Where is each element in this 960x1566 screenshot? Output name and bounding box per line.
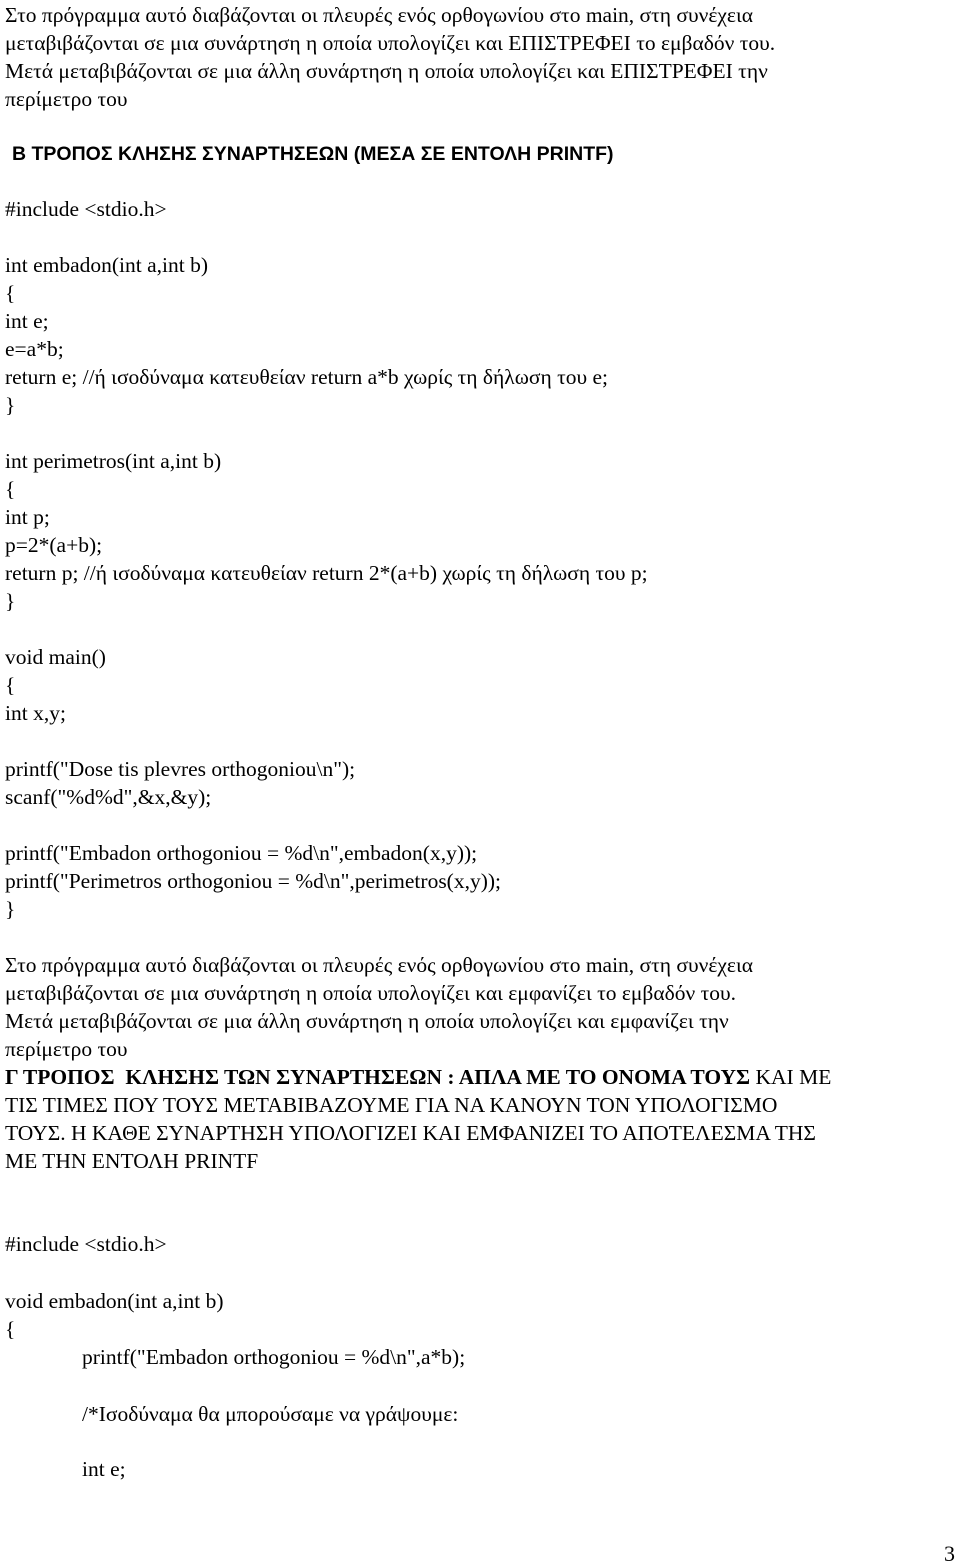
code-line: int p; [5, 505, 50, 529]
code-line: int perimetros(int a,int b) [5, 449, 222, 473]
code-line: printf("Perimetros orthogoniou = %d\n",perimetros(x,y)); [5, 869, 502, 893]
code-line: void main() [5, 645, 106, 669]
code-line: #include <stdio.h> [5, 197, 167, 221]
code-line: } [5, 589, 16, 613]
code-line: { [5, 673, 16, 697]
intro2-line-4: περίμετρο του [5, 1037, 128, 1061]
code-line: int e; [82, 1457, 126, 1481]
intro2-line-1: Στο πρόγραμμα αυτό διαβάζονται οι πλευρές ενός ορθογωνίου στο main, στη συνέχεια [5, 953, 754, 977]
code-line: return p; //ή ισοδύναμα κατευθείαν return 2*(a+b) χωρίς τη δήλωση του p; [5, 561, 648, 585]
code-line: { [5, 1317, 16, 1341]
code-line: printf("Dose tis plevres orthogoniou\n"); [5, 757, 356, 781]
code-line: int embadon(int a,int b) [5, 253, 209, 277]
code-line: e=a*b; [5, 337, 64, 361]
code-line: void embadon(int a,int b) [5, 1289, 224, 1313]
heading-c-rest: ΚΑΙ ΜΕ [750, 1065, 832, 1089]
heading-c-line-1 [5, 1063, 831, 1091]
intro1-line-1: Στο πρόγραμμα αυτό διαβάζονται οι πλευρές ενός ορθογωνίου στο main, στη συνέχεια [5, 3, 754, 27]
code-line: int x,y; [5, 701, 66, 725]
code-line: p=2*(a+b); [5, 533, 103, 557]
heading-c-line-2: ΤΙΣ ΤΙΜΕΣ ΠΟΥ ΤΟΥΣ ΜΕΤΑΒΙΒΑΖΟΥΜΕ ΓΙΑ ΝΑ ΚΑΝΟΥΝ ΤΟΝ ΥΠΟΛΟΓΙΣΜΟ [5, 1093, 778, 1117]
intro2-line-2: μεταβιβάζονται σε μια συνάρτηση η οποία υπολογίζει και εμφανίζει το εμβαδόν του. [5, 981, 737, 1005]
intro2-line-3: Μετά μεταβιβάζονται σε μια άλλη συνάρτηση η οποία υπολογίζει και εμφανίζει την [5, 1009, 729, 1033]
code-line: } [5, 393, 16, 417]
code-line: scanf("%d%d",&x,&y); [5, 785, 212, 809]
code-line: #include <stdio.h> [5, 1232, 167, 1256]
code-line: printf("Embadon orthogoniou = %d\n",a*b); [82, 1345, 466, 1369]
intro1-line-2: μεταβιβάζονται σε μια συνάρτηση η οποία υπολογίζει και ΕΠΙΣΤΡΕΦΕΙ το εμβαδόν του. [5, 31, 776, 55]
code-line: int e; [5, 309, 49, 333]
code-line: } [5, 897, 16, 921]
heading-b: Β ΤΡΟΠΟΣ ΚΛΗΣΗΣ ΣΥΝΑΡΤΗΣΕΩΝ (ΜΕΣΑ ΣΕ ΕΝΤΟΛΗ PRINTF) [12, 143, 614, 165]
code-line: { [5, 281, 16, 305]
intro1-line-4: περίμετρο του [5, 87, 128, 111]
code-line: printf("Embadon orthogoniou = %d\n",embadon(x,y)); [5, 841, 478, 865]
heading-c-line-3: ΤΟΥΣ. Η ΚΑΘΕ ΣΥΝΑΡΤΗΣΗ ΥΠΟΛΟΓΙΖΕΙ ΚΑΙ ΕΜΦΑΝΙΖΕΙ ΤΟ ΑΠΟΤΕΛΕΣΜΑ ΤΗΣ [5, 1121, 816, 1145]
page-number: 3 [944, 1541, 955, 1566]
heading-c-line-4: ΜΕ ΤΗΝ ΕΝΤΟΛΗ PRINTF [5, 1149, 259, 1173]
heading-c-bold: Γ ΤΡΟΠΟΣ ΚΛΗΣΗΣ ΤΩΝ ΣΥΝΑΡΤΗΣΕΩΝ : ΑΠΛΑ ΜΕ ΤΟ ΟΝΟΜΑ ΤΟΥΣ [5, 1065, 751, 1089]
code-line: { [5, 477, 16, 501]
code-line: return e; //ή ισοδύναμα κατευθείαν return a*b χωρίς τη δήλωση του e; [5, 365, 609, 389]
intro1-line-3: Μετά μεταβιβάζονται σε μια άλλη συνάρτηση η οποία υπολογίζει και ΕΠΙΣΤΡΕΦΕΙ την [5, 59, 768, 83]
code-line: /*Ισοδύναμα θα μπορούσαμε να γράψουμε: [82, 1402, 459, 1426]
